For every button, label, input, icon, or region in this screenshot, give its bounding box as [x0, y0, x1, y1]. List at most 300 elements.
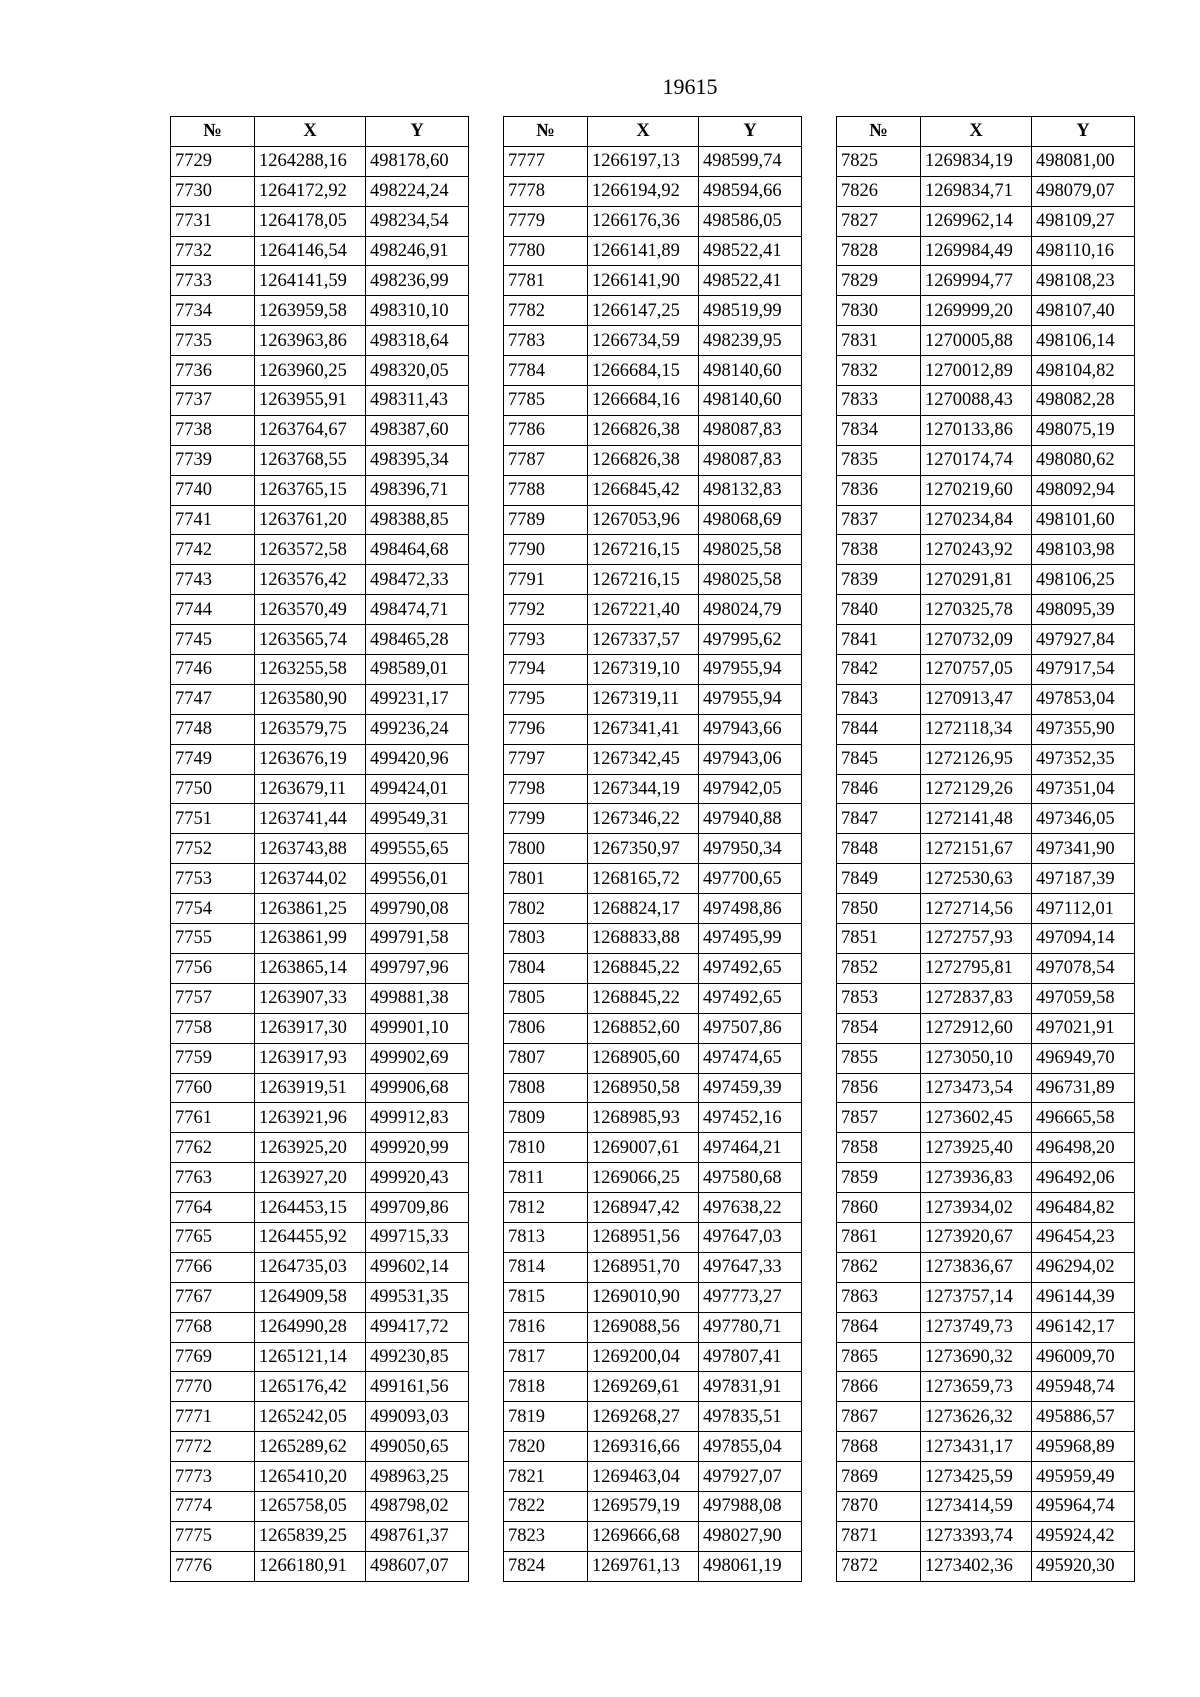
table-row [837, 356, 1135, 386]
cell-number: 7826 [837, 176, 921, 206]
cell-x: 1267053,96 [588, 505, 699, 535]
cell-number: 7743 [171, 565, 255, 595]
cell-number: 7745 [171, 625, 255, 655]
cell-x: 1269579,19 [588, 1491, 699, 1521]
table-row [171, 326, 469, 356]
cell-y: 499709,86 [366, 1193, 469, 1223]
cell-number: 7785 [504, 386, 588, 416]
cell-number: 7858 [837, 1133, 921, 1163]
table-row [837, 1462, 1135, 1492]
cell-x: 1263565,74 [255, 625, 366, 655]
cell-number: 7770 [171, 1372, 255, 1402]
cell-y: 498106,14 [1032, 326, 1135, 356]
table-row [837, 864, 1135, 894]
cell-x: 1273659,73 [921, 1372, 1032, 1402]
table-row [171, 1163, 469, 1193]
cell-y: 497831,91 [699, 1372, 802, 1402]
table-row [837, 1312, 1135, 1342]
cell-y: 497495,99 [699, 924, 802, 954]
cell-x: 1269463,04 [588, 1462, 699, 1492]
table-row [171, 296, 469, 326]
cell-number: 7847 [837, 804, 921, 834]
cell-x: 1263917,30 [255, 1013, 366, 1043]
cell-y: 499920,99 [366, 1133, 469, 1163]
cell-x: 1264141,59 [255, 266, 366, 296]
table-row [504, 445, 802, 475]
cell-x: 1266194,92 [588, 176, 699, 206]
table-row [504, 326, 802, 356]
cell-y: 498110,16 [1032, 236, 1135, 266]
header-number: № [171, 117, 255, 147]
cell-x: 1265758,05 [255, 1491, 366, 1521]
cell-y: 498080,62 [1032, 445, 1135, 475]
cell-number: 7824 [504, 1551, 588, 1581]
cell-number: 7821 [504, 1462, 588, 1492]
cell-y: 498025,58 [699, 565, 802, 595]
cell-y: 498522,41 [699, 266, 802, 296]
cell-x: 1270005,88 [921, 326, 1032, 356]
table-row [504, 1073, 802, 1103]
cell-number: 7822 [504, 1491, 588, 1521]
cell-y: 498061,19 [699, 1551, 802, 1581]
cell-x: 1264146,54 [255, 236, 366, 266]
cell-y: 498140,60 [699, 356, 802, 386]
cell-x: 1270133,86 [921, 415, 1032, 445]
table-row [504, 206, 802, 236]
table-row [837, 804, 1135, 834]
cell-number: 7778 [504, 176, 588, 206]
cell-x: 1267350,97 [588, 834, 699, 864]
table-row [837, 834, 1135, 864]
cell-x: 1269088,56 [588, 1312, 699, 1342]
cell-x: 1273936,83 [921, 1163, 1032, 1193]
table-row [171, 595, 469, 625]
table-row [837, 266, 1135, 296]
cell-y: 498027,90 [699, 1521, 802, 1551]
table-row [504, 236, 802, 266]
cell-number: 7804 [504, 953, 588, 983]
cell-number: 7810 [504, 1133, 588, 1163]
table-row [504, 1282, 802, 1312]
table-row [837, 415, 1135, 445]
cell-y: 497492,65 [699, 983, 802, 1013]
cell-number: 7782 [504, 296, 588, 326]
table-row [837, 386, 1135, 416]
cell-number: 7829 [837, 266, 921, 296]
table-row [171, 1252, 469, 1282]
cell-x: 1273414,59 [921, 1491, 1032, 1521]
cell-x: 1270913,47 [921, 684, 1032, 714]
cell-number: 7850 [837, 894, 921, 924]
cell-x: 1270088,43 [921, 386, 1032, 416]
cell-number: 7777 [504, 146, 588, 176]
cell-y: 499715,33 [366, 1222, 469, 1252]
table-row [504, 1222, 802, 1252]
cell-number: 7774 [171, 1491, 255, 1521]
cell-x: 1267341,41 [588, 714, 699, 744]
page-number: 19615 [662, 74, 718, 99]
cell-y: 499161,56 [366, 1372, 469, 1402]
cell-number: 7844 [837, 714, 921, 744]
cell-y: 499902,69 [366, 1043, 469, 1073]
cell-x: 1269268,27 [588, 1402, 699, 1432]
table-row [837, 1073, 1135, 1103]
cell-y: 497995,62 [699, 625, 802, 655]
cell-x: 1263960,25 [255, 356, 366, 386]
cell-number: 7823 [504, 1521, 588, 1551]
cell-y: 497638,22 [699, 1193, 802, 1223]
cell-number: 7852 [837, 953, 921, 983]
table-row [837, 595, 1135, 625]
table-row [504, 744, 802, 774]
cell-y: 495924,42 [1032, 1521, 1135, 1551]
table-row [504, 386, 802, 416]
cell-y: 498246,91 [366, 236, 469, 266]
cell-number: 7851 [837, 924, 921, 954]
cell-x: 1263580,90 [255, 684, 366, 714]
table-row [837, 983, 1135, 1013]
cell-y: 498395,34 [366, 445, 469, 475]
cell-number: 7789 [504, 505, 588, 535]
cell-x: 1267216,15 [588, 565, 699, 595]
cell-number: 7832 [837, 356, 921, 386]
table-row [171, 146, 469, 176]
coordinates-table-1 [170, 116, 469, 1582]
cell-y: 498310,10 [366, 296, 469, 326]
table-row [504, 834, 802, 864]
cell-x: 1266826,38 [588, 415, 699, 445]
cell-number: 7827 [837, 206, 921, 236]
cell-x: 1268951,56 [588, 1222, 699, 1252]
cell-y: 499549,31 [366, 804, 469, 834]
table-row [171, 953, 469, 983]
cell-y: 498522,41 [699, 236, 802, 266]
table-row [837, 1521, 1135, 1551]
table-row [837, 326, 1135, 356]
cell-y: 499093,03 [366, 1402, 469, 1432]
cell-y: 497917,54 [1032, 655, 1135, 685]
table-row [171, 1133, 469, 1163]
cell-number: 7828 [837, 236, 921, 266]
cell-number: 7856 [837, 1073, 921, 1103]
cell-number: 7769 [171, 1342, 255, 1372]
cell-y: 499920,43 [366, 1163, 469, 1193]
table-row [504, 1402, 802, 1432]
cell-y: 498140,60 [699, 386, 802, 416]
table-row [171, 1222, 469, 1252]
cell-number: 7845 [837, 744, 921, 774]
cell-number: 7783 [504, 326, 588, 356]
cell-x: 1263572,58 [255, 535, 366, 565]
cell-number: 7807 [504, 1043, 588, 1073]
cell-y: 496454,23 [1032, 1222, 1135, 1252]
table-row [837, 445, 1135, 475]
cell-y: 498474,71 [366, 595, 469, 625]
cell-x: 1263741,44 [255, 804, 366, 834]
cell-number: 7848 [837, 834, 921, 864]
cell-y: 498396,71 [366, 475, 469, 505]
cell-number: 7752 [171, 834, 255, 864]
table-row [171, 1372, 469, 1402]
cell-number: 7808 [504, 1073, 588, 1103]
table-row [171, 894, 469, 924]
cell-number: 7855 [837, 1043, 921, 1073]
table-row [837, 1163, 1135, 1193]
cell-y: 498107,40 [1032, 296, 1135, 326]
cell-x: 1269834,71 [921, 176, 1032, 206]
cell-x: 1267216,15 [588, 535, 699, 565]
cell-y: 498586,05 [699, 206, 802, 236]
cell-number: 7742 [171, 535, 255, 565]
cell-number: 7767 [171, 1282, 255, 1312]
cell-y: 498104,82 [1032, 356, 1135, 386]
cell-x: 1263861,25 [255, 894, 366, 924]
cell-x: 1272126,95 [921, 744, 1032, 774]
cell-y: 497943,66 [699, 714, 802, 744]
cell-number: 7772 [171, 1432, 255, 1462]
cell-y: 497351,04 [1032, 774, 1135, 804]
cell-x: 1266176,36 [588, 206, 699, 236]
table-row [837, 774, 1135, 804]
cell-number: 7795 [504, 684, 588, 714]
cell-x: 1263765,15 [255, 475, 366, 505]
cell-number: 7738 [171, 415, 255, 445]
cell-x: 1266197,13 [588, 146, 699, 176]
table-row [171, 684, 469, 714]
cell-y: 498963,25 [366, 1462, 469, 1492]
cell-y: 498387,60 [366, 415, 469, 445]
cell-number: 7784 [504, 356, 588, 386]
cell-y: 497942,05 [699, 774, 802, 804]
cell-number: 7761 [171, 1103, 255, 1133]
cell-number: 7799 [504, 804, 588, 834]
cell-y: 498068,69 [699, 505, 802, 535]
cell-number: 7763 [171, 1163, 255, 1193]
cell-y: 495964,74 [1032, 1491, 1135, 1521]
header-x: X [255, 117, 366, 147]
table-row [171, 1043, 469, 1073]
cell-number: 7803 [504, 924, 588, 954]
cell-x: 1272714,56 [921, 894, 1032, 924]
cell-number: 7740 [171, 475, 255, 505]
cell-number: 7786 [504, 415, 588, 445]
cell-number: 7841 [837, 625, 921, 655]
cell-y: 496294,02 [1032, 1252, 1135, 1282]
cell-y: 498132,83 [699, 475, 802, 505]
cell-y: 497580,68 [699, 1163, 802, 1193]
cell-y: 498589,01 [366, 655, 469, 685]
table-row [504, 1043, 802, 1073]
cell-number: 7729 [171, 146, 255, 176]
cell-y: 498320,05 [366, 356, 469, 386]
cell-y: 495959,49 [1032, 1462, 1135, 1492]
cell-x: 1265121,14 [255, 1342, 366, 1372]
cell-y: 499050,65 [366, 1432, 469, 1462]
cell-x: 1264455,92 [255, 1222, 366, 1252]
cell-y: 496484,82 [1032, 1193, 1135, 1223]
table-row [171, 386, 469, 416]
cell-number: 7834 [837, 415, 921, 445]
cell-y: 499420,96 [366, 744, 469, 774]
table-row [837, 1432, 1135, 1462]
cell-y: 496498,20 [1032, 1133, 1135, 1163]
cell-number: 7814 [504, 1252, 588, 1282]
cell-y: 497855,04 [699, 1432, 802, 1462]
cell-x: 1266684,15 [588, 356, 699, 386]
cell-x: 1263919,51 [255, 1073, 366, 1103]
cell-y: 499417,72 [366, 1312, 469, 1342]
header-x: X [921, 117, 1032, 147]
table-row [837, 1372, 1135, 1402]
table-row [837, 625, 1135, 655]
cell-y: 496731,89 [1032, 1073, 1135, 1103]
cell-y: 499236,24 [366, 714, 469, 744]
table-row [504, 1551, 802, 1581]
cell-x: 1269066,25 [588, 1163, 699, 1193]
table-row [504, 356, 802, 386]
cell-x: 1269666,68 [588, 1521, 699, 1551]
cell-number: 7788 [504, 475, 588, 505]
cell-x: 1269984,49 [921, 236, 1032, 266]
cell-number: 7840 [837, 595, 921, 625]
cell-number: 7817 [504, 1342, 588, 1372]
table-row [504, 146, 802, 176]
cell-y: 498594,66 [699, 176, 802, 206]
cell-number: 7780 [504, 236, 588, 266]
cell-number: 7835 [837, 445, 921, 475]
table-row [837, 505, 1135, 535]
header-y: Y [366, 117, 469, 147]
table-row [171, 1402, 469, 1432]
cell-y: 497498,86 [699, 894, 802, 924]
table-row [504, 924, 802, 954]
cell-x: 1269269,61 [588, 1372, 699, 1402]
table-row [504, 1491, 802, 1521]
cell-x: 1264288,16 [255, 146, 366, 176]
cell-x: 1269010,90 [588, 1282, 699, 1312]
cell-y: 497078,54 [1032, 953, 1135, 983]
cell-y: 498082,28 [1032, 386, 1135, 416]
cell-y: 496144,39 [1032, 1282, 1135, 1312]
cell-x: 1263921,96 [255, 1103, 366, 1133]
cell-x: 1267337,57 [588, 625, 699, 655]
table-row [171, 176, 469, 206]
table-row [171, 1073, 469, 1103]
cell-x: 1264178,05 [255, 206, 366, 236]
cell-y: 497853,04 [1032, 684, 1135, 714]
cell-number: 7843 [837, 684, 921, 714]
cell-number: 7805 [504, 983, 588, 1013]
cell-x: 1269200,04 [588, 1342, 699, 1372]
cell-x: 1264735,03 [255, 1252, 366, 1282]
cell-y: 497346,05 [1032, 804, 1135, 834]
cell-number: 7750 [171, 774, 255, 804]
cell-y: 499555,65 [366, 834, 469, 864]
cell-x: 1264453,15 [255, 1193, 366, 1223]
cell-y: 499791,58 [366, 924, 469, 954]
table-row [504, 1103, 802, 1133]
cell-number: 7732 [171, 236, 255, 266]
cell-x: 1263570,49 [255, 595, 366, 625]
table-row [171, 1193, 469, 1223]
table-row [171, 206, 469, 236]
cell-y: 499230,85 [366, 1342, 469, 1372]
cell-x: 1270757,05 [921, 655, 1032, 685]
table-row [504, 983, 802, 1013]
cell-y: 499901,10 [366, 1013, 469, 1043]
cell-x: 1270174,74 [921, 445, 1032, 475]
cell-number: 7806 [504, 1013, 588, 1043]
cell-y: 497355,90 [1032, 714, 1135, 744]
header-x: X [588, 117, 699, 147]
cell-x: 1268985,93 [588, 1103, 699, 1133]
cell-x: 1263963,86 [255, 326, 366, 356]
cell-number: 7800 [504, 834, 588, 864]
cell-number: 7766 [171, 1252, 255, 1282]
cell-x: 1270234,84 [921, 505, 1032, 535]
cell-number: 7758 [171, 1013, 255, 1043]
cell-number: 7842 [837, 655, 921, 685]
cell-number: 7820 [504, 1432, 588, 1462]
cell-y: 496009,70 [1032, 1342, 1135, 1372]
cell-x: 1273626,32 [921, 1402, 1032, 1432]
table-row [837, 655, 1135, 685]
cell-y: 498081,00 [1032, 146, 1135, 176]
cell-y: 497988,08 [699, 1491, 802, 1521]
header-y: Y [699, 117, 802, 147]
cell-y: 496142,17 [1032, 1312, 1135, 1342]
cell-x: 1263743,88 [255, 834, 366, 864]
cell-number: 7812 [504, 1193, 588, 1223]
table-row [504, 953, 802, 983]
cell-number: 7849 [837, 864, 921, 894]
cell-x: 1273393,74 [921, 1521, 1032, 1551]
cell-number: 7754 [171, 894, 255, 924]
cell-x: 1263744,02 [255, 864, 366, 894]
table-row [837, 1103, 1135, 1133]
table-row [837, 176, 1135, 206]
cell-x: 1265289,62 [255, 1432, 366, 1462]
cell-y: 498178,60 [366, 146, 469, 176]
cell-y: 497492,65 [699, 953, 802, 983]
cell-x: 1273836,67 [921, 1252, 1032, 1282]
table-row [171, 625, 469, 655]
cell-number: 7857 [837, 1103, 921, 1133]
cell-number: 7818 [504, 1372, 588, 1402]
cell-number: 7746 [171, 655, 255, 685]
cell-number: 7801 [504, 864, 588, 894]
table-row [504, 1432, 802, 1462]
cell-y: 497773,27 [699, 1282, 802, 1312]
cell-y: 497647,33 [699, 1252, 802, 1282]
cell-y: 497094,14 [1032, 924, 1135, 954]
table-row [171, 1551, 469, 1581]
header-number: № [504, 117, 588, 147]
table-row [837, 684, 1135, 714]
cell-x: 1273473,54 [921, 1073, 1032, 1103]
table-row [504, 1372, 802, 1402]
table-row [171, 1013, 469, 1043]
cell-number: 7751 [171, 804, 255, 834]
cell-x: 1272141,48 [921, 804, 1032, 834]
cell-x: 1263576,42 [255, 565, 366, 595]
cell-number: 7833 [837, 386, 921, 416]
cell-y: 498079,07 [1032, 176, 1135, 206]
cell-y: 498798,02 [366, 1491, 469, 1521]
cell-number: 7813 [504, 1222, 588, 1252]
cell-x: 1266845,42 [588, 475, 699, 505]
cell-number: 7846 [837, 774, 921, 804]
